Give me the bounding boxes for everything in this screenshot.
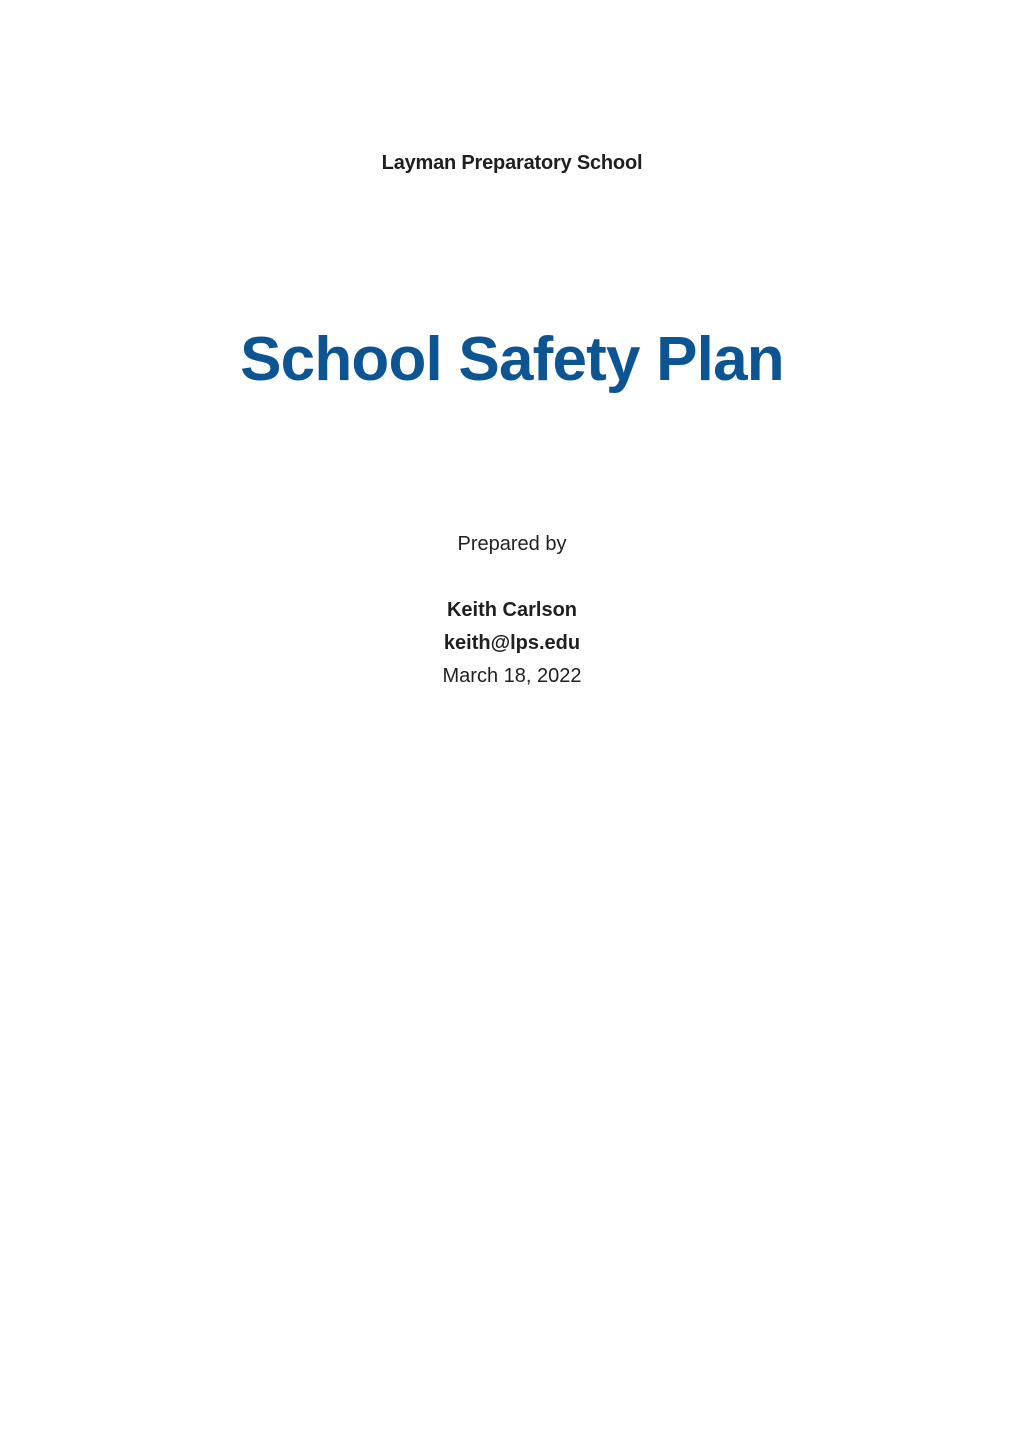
organization-name: Layman Preparatory School xyxy=(381,152,643,174)
author-name: Keith Carlson xyxy=(446,599,578,621)
author-email: keith@lps.edu xyxy=(443,632,581,654)
document-title: School Safety Plan xyxy=(240,325,784,394)
author-block xyxy=(0,594,1024,693)
prepared-by-label: Prepared by xyxy=(457,533,567,555)
document-date: March 18, 2022 xyxy=(442,665,582,687)
